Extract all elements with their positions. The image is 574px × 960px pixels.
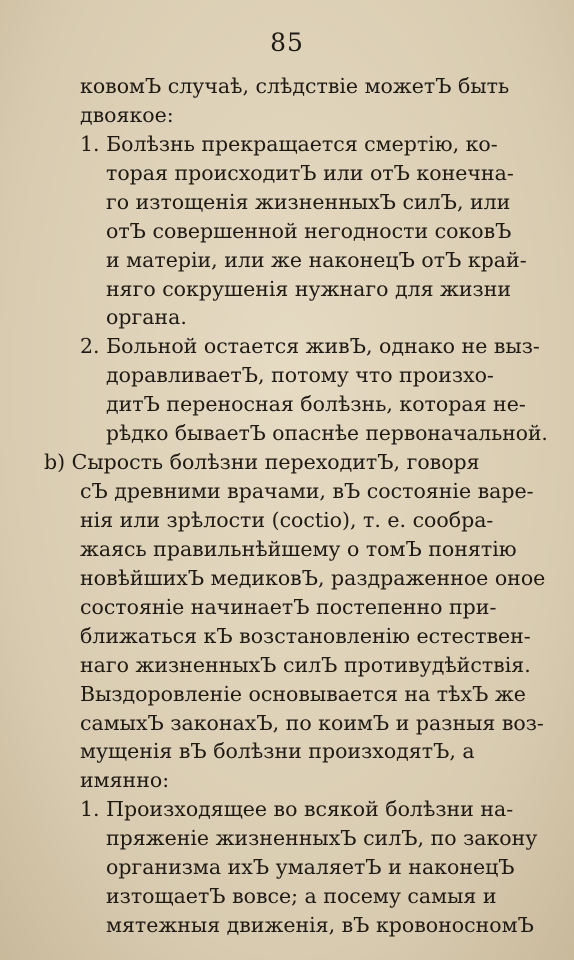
text-line: отЪ совершенной негодности соковЪ (106, 218, 512, 243)
text-line: пряженіе жизненныхЪ силЪ, по закону (106, 826, 538, 851)
text-line: 1. Болѣзнь прекращается смертію, ко- (80, 131, 498, 156)
text-line: Выздоровленіе основывается на тѣхЪ же (80, 681, 526, 706)
text-line: жаясь правильнѣйшему о томЪ понятію (80, 536, 517, 561)
text-line: мущенія вЪ болѣзни произходятЪ, а (80, 739, 475, 764)
text-line: нія или зрѣлости (coctio), т. е. сообра- (80, 508, 494, 532)
text-line: го изтощенія жизненныхЪ силЪ, или (106, 189, 511, 214)
text-line: b) Сырость болѣзни переходитЪ, говоря (44, 450, 480, 475)
text-line: изтощаетЪ вовсе; а посему самыя и (106, 884, 497, 909)
text-line: ковомЪ случаѣ, слѣдствіе можетЪ быть (80, 74, 510, 98)
text-line: новѣйшихЪ медиковЪ, раздраженное оное (80, 565, 546, 590)
text-line: наго жизненныхЪ силЪ противудѣйствія. (80, 652, 531, 677)
text-line: дитЪ переносная болѣзнь, которая не- (106, 392, 526, 417)
text-line: имянно: (80, 768, 170, 793)
text-line: самыхЪ законахЪ, по коимЪ и разныя воз- (80, 710, 544, 735)
text-line: рѣдко бываетЪ опаснѣе первоначальной. (106, 421, 548, 446)
text-line: 2. Больной остается живЪ, однако не выз- (80, 334, 540, 359)
text-line: органа. (106, 305, 187, 330)
text-line: доравливаетЪ, потому что произхо- (106, 363, 494, 388)
text-line: сЪ древними врачами, вЪ состояніе варе- (80, 479, 534, 504)
text-line: и матеріи, или же наконецЪ отЪ край- (106, 247, 527, 272)
text-line: ближаться кЪ возстановленію естествен- (80, 623, 531, 648)
text-line: 1. Произходящее во всякой болѣзни на- (80, 797, 514, 822)
text-line: торая происходитЪ или отЪ конечна- (106, 160, 514, 185)
text-line: двоякое: (80, 102, 174, 127)
text-line: мятежныя движенія, вЪ кровоносномЪ (106, 913, 534, 938)
text-line: состояніе начинаетЪ постепенно при- (80, 594, 497, 619)
text-line: няго сокрушенія нужнаго для жизни (106, 276, 512, 301)
page-number: 85 (270, 28, 304, 57)
text-line: организма ихЪ умаляетЪ и наконецЪ (106, 855, 515, 880)
